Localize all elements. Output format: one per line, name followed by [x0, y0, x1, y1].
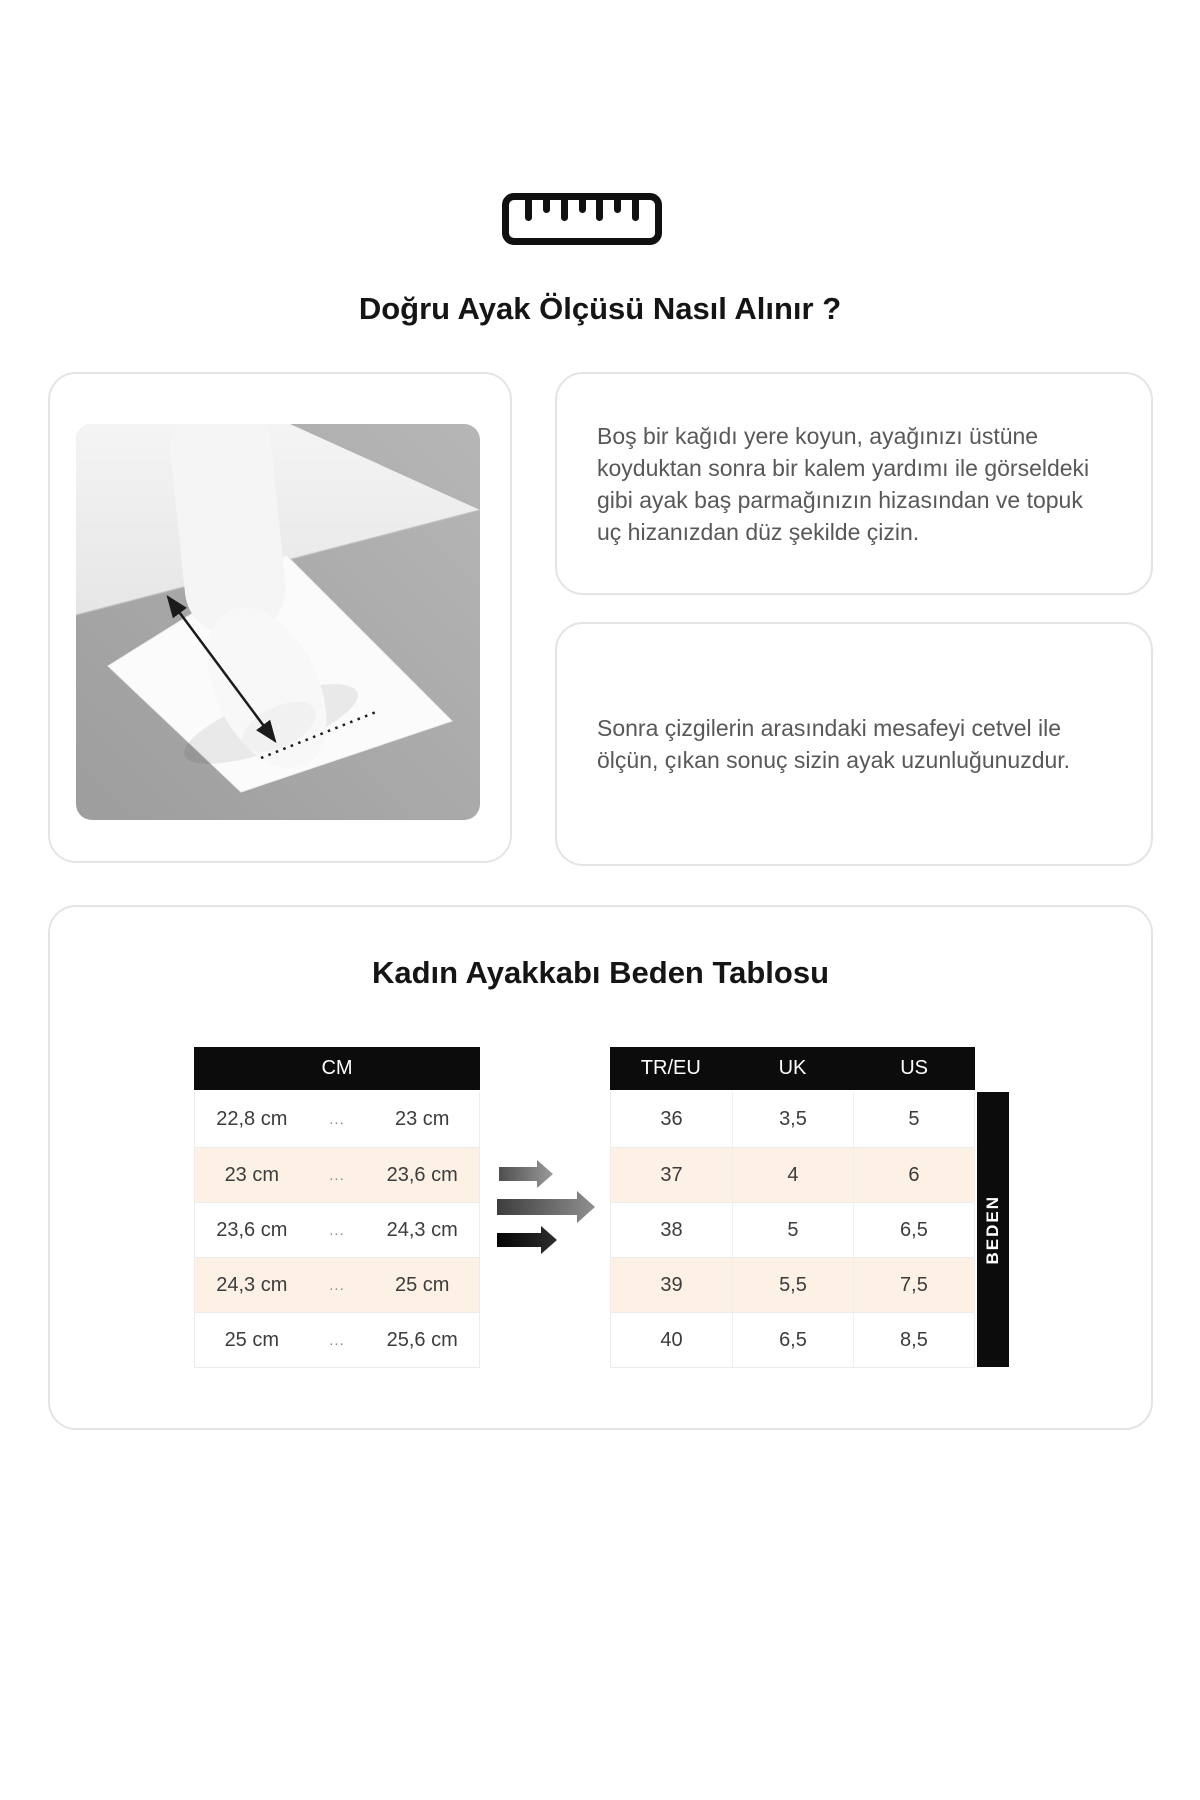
ruler-tick	[596, 200, 603, 221]
range-dots: ...	[329, 1331, 345, 1349]
cm-max-cell: 25,6 cm	[386, 1328, 458, 1351]
size-cell: 39	[660, 1273, 683, 1296]
table-row	[195, 1092, 479, 1147]
right-arrow-icon	[497, 1191, 595, 1223]
size-cell: 8,5	[853, 1313, 974, 1367]
range-dots: ...	[329, 1111, 345, 1128]
cm-max-cell: 25 cm	[394, 1273, 450, 1296]
size-cell: 36	[660, 1108, 683, 1130]
size-table-title: Kadın Ayakkabı Beden Tablosu	[371, 955, 830, 990]
sizes-table	[610, 1047, 975, 1368]
range-dots: ...	[329, 1221, 345, 1239]
table-row	[611, 1147, 974, 1202]
sizes-table-header	[610, 1047, 975, 1090]
col-header-tr-eu: TR/EU	[640, 1057, 701, 1079]
cm-min-cell: 24,3 cm	[216, 1273, 288, 1296]
ruler-tick	[632, 200, 639, 221]
right-arrow-icon	[497, 1226, 557, 1254]
cm-max-cell: 23,6 cm	[386, 1163, 458, 1186]
cm-max-cell: 24,3 cm	[386, 1218, 458, 1241]
instruction-step-1-card	[555, 372, 1153, 595]
range-dots: ...	[329, 1276, 345, 1294]
size-cell: 6	[853, 1148, 974, 1202]
size-axis-label: BEDEN	[983, 1194, 1002, 1265]
foot-measurement-illustration	[76, 424, 480, 820]
size-table-card	[48, 905, 1153, 1430]
cm-min-cell: 25 cm	[224, 1328, 280, 1351]
ruler-tick	[614, 200, 621, 213]
size-cell: 40	[660, 1328, 683, 1351]
table-row	[611, 1202, 974, 1257]
instruction-step-2-text: Sonra çizgilerin arasındaki mesafeyi cetvel ile ölçün, çıkan sonuç sizin ayak uzunluğunuzdur.	[597, 715, 1071, 773]
cm-min-cell: 23 cm	[224, 1163, 280, 1186]
size-cell: 37	[660, 1163, 683, 1186]
foot-on-paper-measurement-photo	[76, 424, 480, 820]
measurement-photo-card	[48, 372, 512, 863]
size-cell: 3,5	[732, 1092, 853, 1147]
table-row	[195, 1202, 479, 1257]
ruler-icon	[502, 193, 662, 245]
cm-table	[194, 1047, 480, 1368]
size-cell: 4	[732, 1148, 853, 1202]
ruler-tick	[579, 200, 586, 213]
right-arrow-icon	[499, 1160, 553, 1188]
instruction-step-1-text: Boş bir kağıdı yere koyun, ayağınızı üstüne koyduktan sonra bir kalem yardımı ile görseldeki gibi ayak baş parmağınızın hizasından ve topuk uç hizanızdan düz şekilde çizin.	[597, 422, 1090, 545]
size-cell: 38	[660, 1218, 683, 1241]
ruler-tick	[543, 200, 550, 213]
size-axis-bar	[977, 1092, 1009, 1367]
table-row	[611, 1312, 974, 1367]
sizes-table-rows	[610, 1092, 975, 1368]
cm-max-cell: 23 cm	[394, 1108, 450, 1130]
size-cell: 5	[732, 1203, 853, 1257]
cm-min-cell: 23,6 cm	[216, 1218, 288, 1241]
table-row	[195, 1147, 479, 1202]
ruler-tick	[561, 200, 568, 221]
size-cell: 6,5	[732, 1313, 853, 1367]
size-cell: 6,5	[853, 1203, 974, 1257]
col-header-us: US	[900, 1057, 929, 1079]
table-row	[195, 1257, 479, 1312]
cm-table-rows	[194, 1092, 480, 1368]
table-row	[611, 1257, 974, 1312]
cm-min-cell: 22,8 cm	[216, 1108, 288, 1130]
range-dots: ...	[329, 1166, 345, 1184]
col-header-uk: UK	[778, 1057, 807, 1079]
instruction-step-2-card	[555, 622, 1153, 866]
table-row	[611, 1092, 974, 1147]
size-cell: 5	[853, 1092, 974, 1147]
cm-table-header: CM	[194, 1047, 480, 1090]
page-title: Doğru Ayak Ölçüsü Nasıl Alınır ?	[358, 291, 842, 326]
ruler-tick	[525, 200, 532, 221]
transfer-arrows-icon	[495, 1157, 599, 1257]
size-cell: 5,5	[732, 1258, 853, 1312]
size-cell: 7,5	[853, 1258, 974, 1312]
table-row	[195, 1312, 479, 1367]
